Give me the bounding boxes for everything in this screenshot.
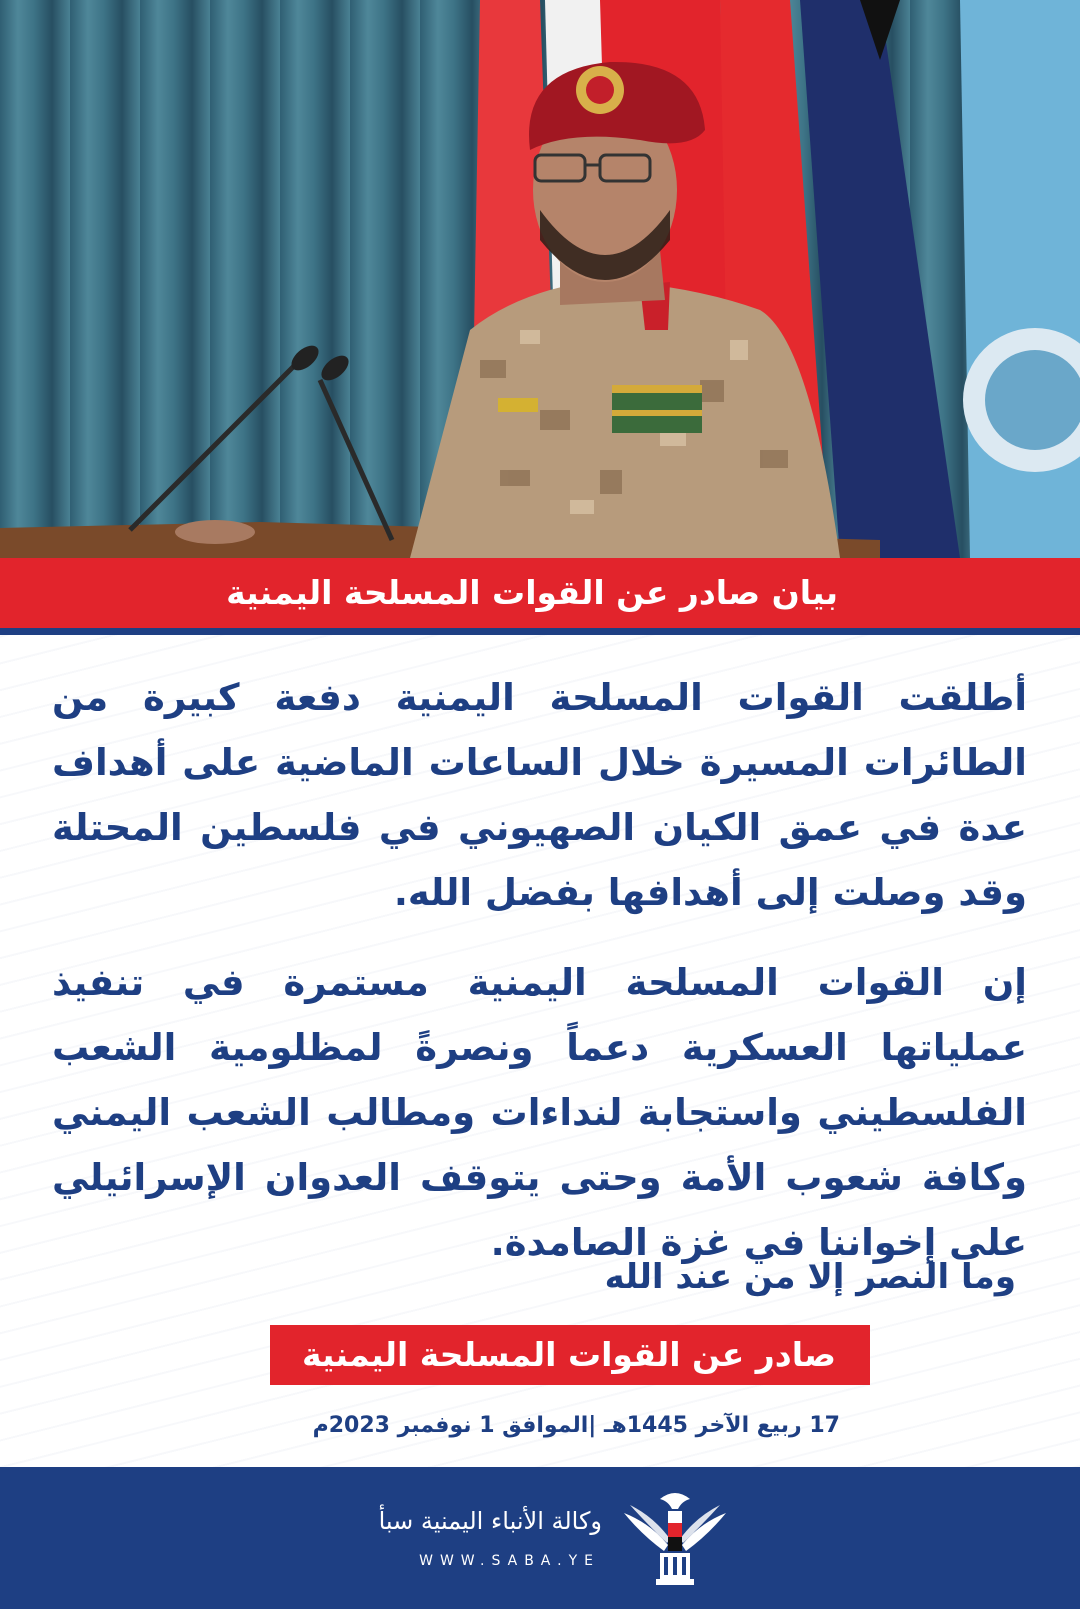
statement-title: بيان صادر عن القوات المسلحة اليمنية bbox=[226, 573, 838, 612]
agency-url[interactable]: WWW.SABA.YE bbox=[419, 1553, 600, 1569]
statement-body bbox=[0, 635, 1080, 1467]
issuer-badge bbox=[270, 1325, 870, 1385]
statement-paragraph-2: إن القوات المسلحة اليمنية مستمرة في تنفيذ عملياتها العسكرية دعماً ونصرةً لمظلومية الشعب الفلسطيني واستجابة لنداءات ومطالب الشعب اليمني وكافة شعوب الأمة وحتى يتوقف العدوان الإسرائيلي على إخواننا في غزة الصامدة. bbox=[52, 961, 1027, 1264]
closing-line: وما النصر إلا من عند الله bbox=[604, 1257, 1016, 1297]
agency-name: وكالة الأنباء اليمنية سبأ bbox=[378, 1507, 602, 1535]
spokesperson-photo-illustration bbox=[0, 0, 1080, 558]
saba-eagle-logo-icon bbox=[620, 1483, 730, 1593]
issuer-text: صادر عن القوات المسلحة اليمنية bbox=[302, 1335, 836, 1374]
title-banner bbox=[0, 558, 1080, 635]
footer bbox=[0, 1467, 1080, 1609]
header-photo bbox=[0, 0, 1080, 558]
statement-date: 17 ربيع الآخر 1445هـ |الموافق 1 نوفمبر 2023م bbox=[312, 1413, 840, 1438]
statement-paragraph-1: أطلقت القوات المسلحة اليمنية دفعة كبيرة من الطائرات المسيرة خلال الساعات الماضية على أهداف عدة في عمق الكيان الصهيوني في فلسطين المحتلة وقد وصلت إلى أهدافها بفضل الله. bbox=[52, 676, 1027, 914]
